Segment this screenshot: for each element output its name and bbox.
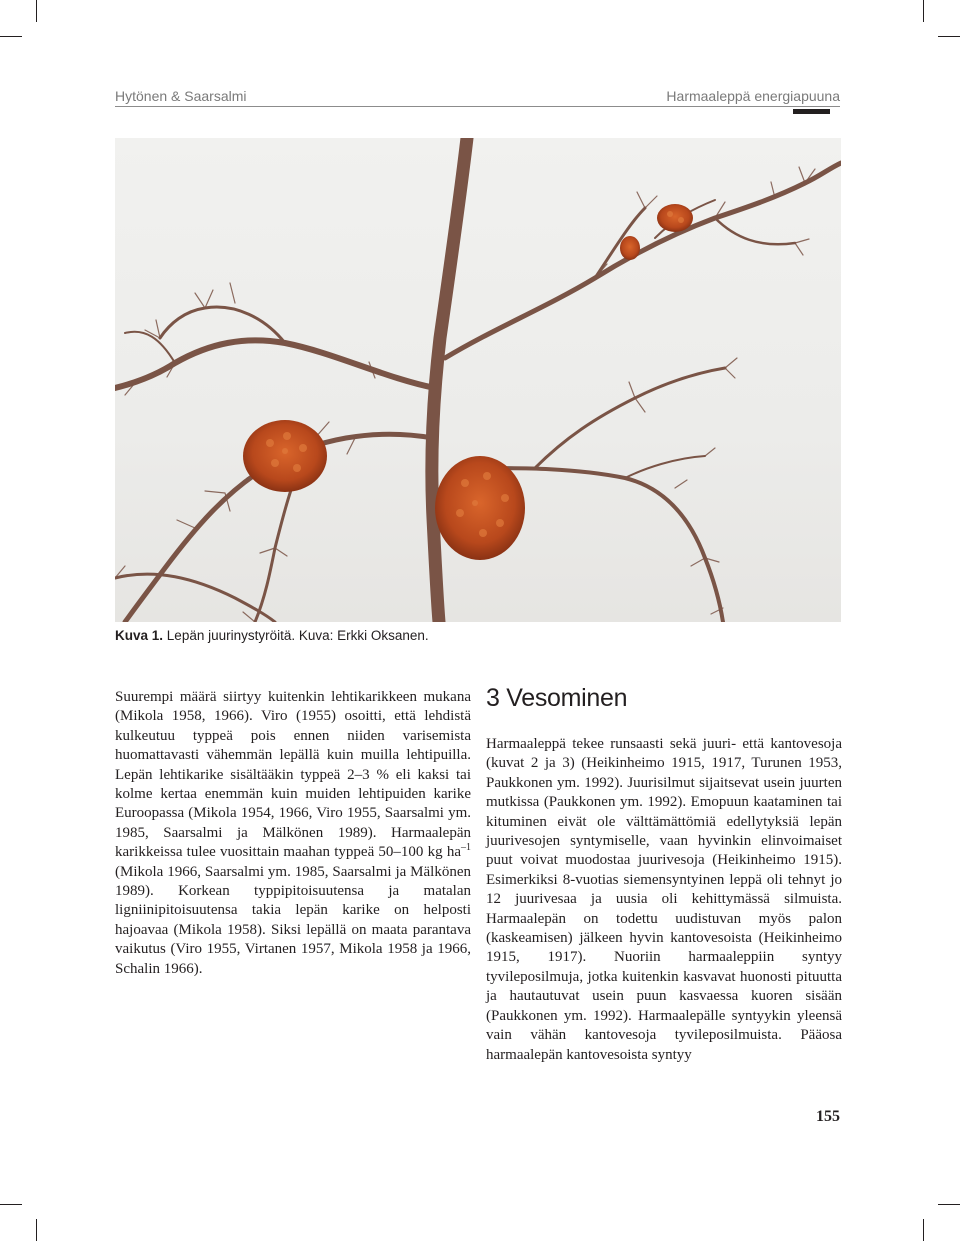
- paragraph: [115, 688, 471, 979]
- figure-caption-text: Lepän juurinystyröitä. Kuva: Erkki Oksanen.: [166, 628, 429, 643]
- crop-mark: [0, 1204, 22, 1205]
- crop-mark: [923, 1219, 924, 1241]
- figure-label: Kuva 1.: [115, 628, 164, 643]
- header-running-title: Harmaaleppä energiapuuna: [666, 88, 840, 104]
- paragraph: Harmaaleppä tekee runsaasti sekä juuri- että kantovesoja (kuvat 2 ja 3) (Heikinheimo 1915, 1917, Turunen 1953, Paukkonen ym. 1992). Juurisilmut sijaitsevat usein juurten mutkissa (Paukkonen ym. 1992). Emopuun kaataminen tai kituminen eivät ole välttämättömiä edellytyksiä lepän juurivesojen syntymiselle, vaan hyvinkin elinvoimaiset puut voivat muodostaa juurivesoja (Heikinheimo 1915). Esimerkiksi 8-vuotias siemensyntyinen leppä oli tehnyt jo 12 juurivesaa ja uusia oli kehittymässä silmuista. Harmaalepän on todettu uudistuvan myös palon (kaskeamisen) jälkeen hyvin kantovesoista (Heikinheimo 1915, 1917). Nuoriin harmaaleppiin syntyy tyvileposilmuja, jotka kuitenkin kasvavat huonosti pituutta ja hautautuvat usein puun kasvaessa kuoren sisään (Paukkonen ym. 1992). Harmaalepälle syntyykin yleensä vain vähän kantovesoja tyvileposilmuista. Pääosa harmaalepän kantovesoista syntyy: [486, 736, 842, 1063]
- left-column: [115, 688, 471, 979]
- body-text: Suurempi määrä siirtyy kuitenkin lehtikarikkeen mukana (Mikola 1958, 1966). Viro (1955) osoitti, että lehdistä kulkeutuu typpeä pois ennen niiden varisemista huomattavasti vähemmän lepällä kuin muilla lehtipuilla. Lepän lehtikarike sisältääkin typpeä 2–3 % eli kaksi tai kolme kertaa enemmän kuin muiden lehtipuiden karike Euroopassa (Mikola 1954, 1966, Viro 1955, Saarsalmi ym. 1985, Saarsalmi ja Mälkönen 1989). Harmaalepän karikkeissa tulee vuosittain maahan typpeä 50–100 kg ha: [115, 689, 471, 861]
- section-heading: 3 Vesominen: [486, 684, 628, 712]
- header-bar: [793, 109, 830, 114]
- header-authors: Hytönen & Saarsalmi: [115, 88, 247, 104]
- root-nodules: [243, 204, 693, 560]
- figure-caption: [115, 628, 429, 643]
- crop-mark: [36, 0, 37, 22]
- superscript: –1: [461, 842, 471, 854]
- crop-mark: [923, 0, 924, 22]
- root-nodule-illustration: [115, 138, 841, 622]
- header-rule: [115, 106, 840, 107]
- figure-photo-root-nodules: [115, 138, 841, 622]
- body-text: (Mikola 1966, Saarsalmi ym. 1985, Saarsalmi ja Mälkönen 1989). Korkean typpipitoisuutensa ja matalan ligniinipitoisuutensa takia lepän karike on helposti hajoavaa (Mikola 1958). Siksi lepällä on maata parantava vaikutus (Viro 1955, Virtanen 1957, Mikola 1958 ja 1966, Schalin 1966).: [115, 863, 471, 977]
- crop-mark: [36, 1219, 37, 1241]
- page-number: 155: [816, 1108, 840, 1125]
- crop-mark: [938, 1204, 960, 1205]
- right-column: [486, 735, 842, 1065]
- crop-mark: [0, 36, 22, 37]
- crop-mark: [938, 36, 960, 37]
